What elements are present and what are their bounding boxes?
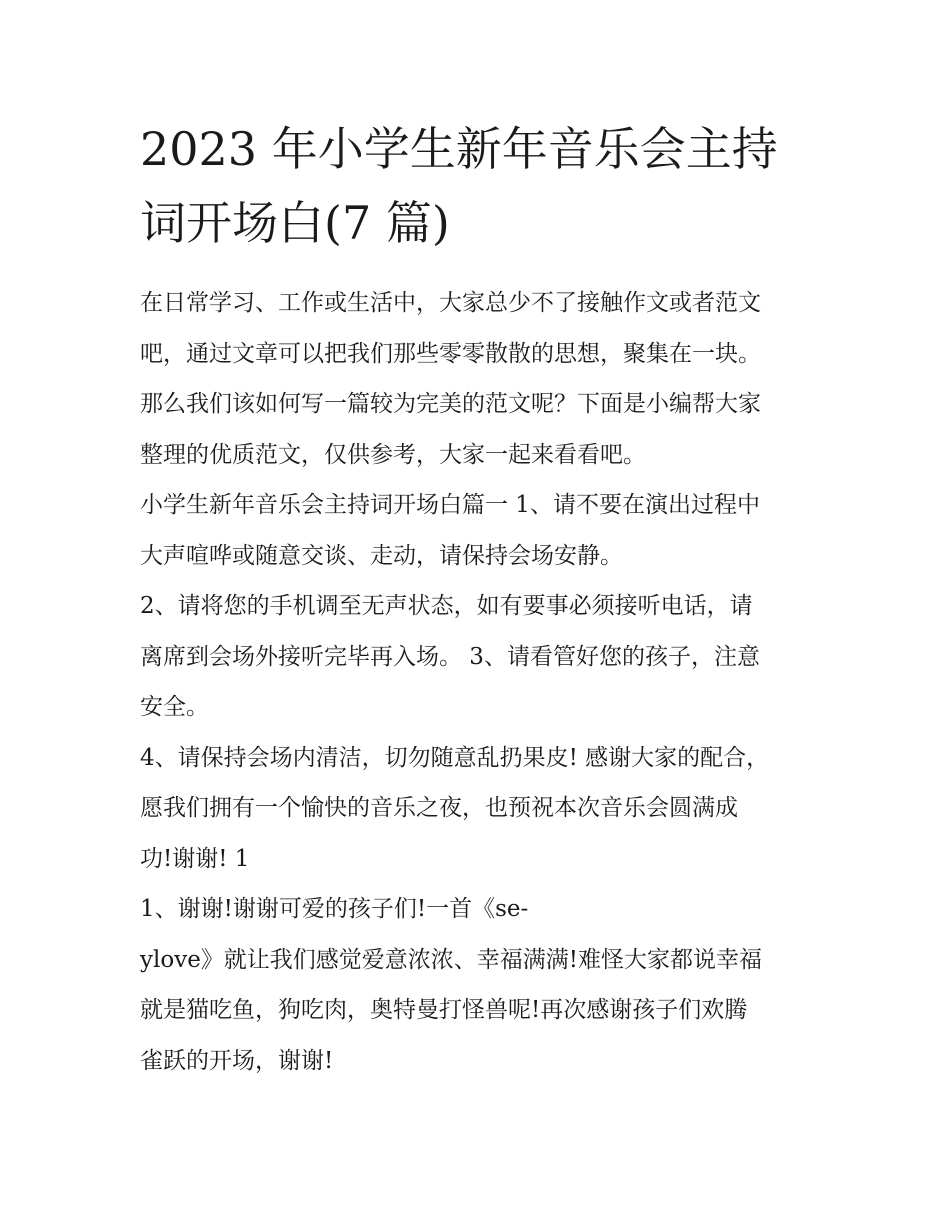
text-line: 雀跃的开场，谢谢! xyxy=(140,1047,334,1074)
text-line: 就是猫吃鱼，狗吃肉，奥特曼打怪兽呢!再次感谢孩子们欢腾 xyxy=(140,997,748,1023)
text-line: 吧，通过文章可以把我们那些零零散散的思想，聚集在一块。 xyxy=(140,340,761,367)
text-line: 在日常学习、工作或生活中，大家总少不了接触作文或者范文 xyxy=(140,290,761,316)
paragraph-section-1 xyxy=(140,480,820,581)
text-line: 功!谢谢! 1 xyxy=(140,845,250,872)
paragraph-rule-4 xyxy=(140,733,820,885)
document-page xyxy=(140,112,820,1086)
text-line: 安全。 xyxy=(140,694,209,720)
text-line: 离席到会场外接听完毕再入场。 3、请看管好您的孩子，注意 xyxy=(140,643,760,670)
paragraph-thanks xyxy=(140,884,820,1086)
text-line: 愿我们拥有一个愉快的音乐之夜，也预祝本次音乐会圆满成 xyxy=(140,795,738,821)
text-line: 小学生新年音乐会主持词开场白篇一 1、请不要在演出过程中 xyxy=(140,492,760,518)
text-line: 4、请保持会场内清洁，切勿随意乱扔果皮! 感谢大家的配合， xyxy=(140,744,770,771)
text-line: 那么我们该如何写一篇较为完美的范文呢？下面是小编帮大家 xyxy=(140,391,761,417)
text-line: 1、谢谢!谢谢可爱的孩子们!一首《se- xyxy=(140,896,529,922)
paragraph-rule-2-3 xyxy=(140,581,820,733)
text-line: 大声喧哗或随意交谈、走动，请保持会场安静。 xyxy=(140,542,623,569)
paragraph-intro xyxy=(140,278,820,480)
text-line: 2、请将您的手机调至无声状态，如有要事必须接听电话，请 xyxy=(140,593,753,619)
text-line: 整理的优质范文，仅供参考，大家一起来看看吧。 xyxy=(140,441,646,468)
document-body xyxy=(140,278,820,1086)
text-line: ylove》就让我们感觉爱意浓浓、幸福满满!难怪大家都说幸福 xyxy=(140,946,763,973)
title-line-2: 词开场白(7 篇) xyxy=(140,196,450,250)
title-line-1: 2023 年小学生新年音乐会主持 xyxy=(140,122,778,176)
document-title xyxy=(140,112,820,260)
